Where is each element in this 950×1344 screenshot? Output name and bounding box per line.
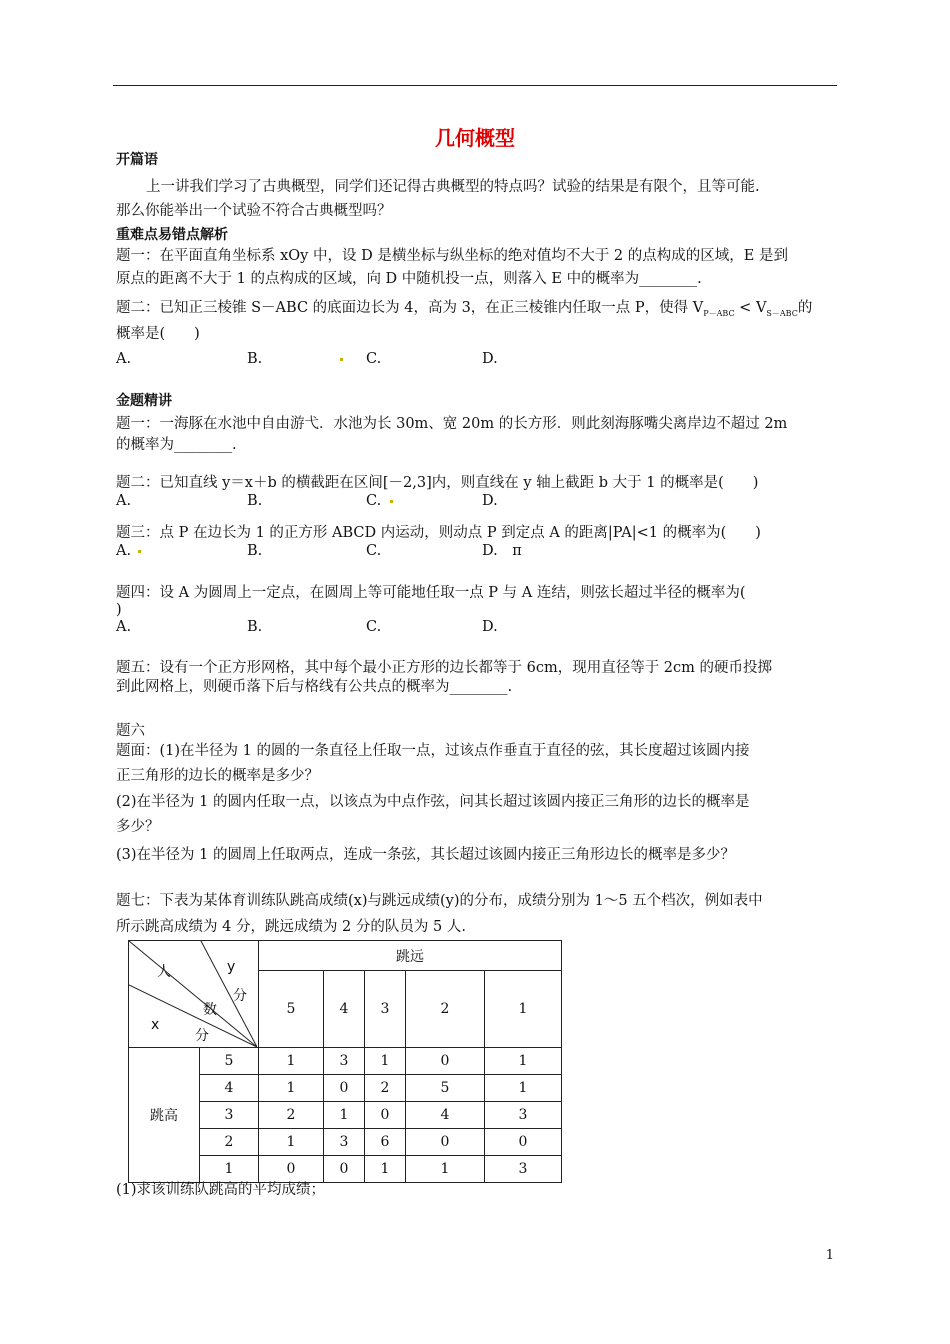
col-header: 4	[324, 971, 365, 1048]
table-cell: 2	[365, 1075, 406, 1102]
table-cell: 1	[406, 1156, 485, 1183]
s2-q2-line-1: 题二：已知直线 y＝x＋b 的横截距在区间[－2,3]内，则直线在 y 轴上截距 b 大于 1 的概率是( )	[116, 475, 759, 491]
s1-q2-end: 的	[797, 300, 813, 316]
table-cell: 3	[485, 1156, 562, 1183]
s2-q6-line-2: 正三角形的边长的概率是多少？	[116, 768, 319, 784]
table-cell: 6	[365, 1129, 406, 1156]
section1-heading: 重难点易错点解析	[116, 227, 228, 243]
s2-q2-option-marker	[386, 491, 393, 511]
s1-q2-option-d: D.	[482, 351, 498, 367]
s2-q5-line-1: 题五：设有一个正方形网格，其中每个最小正方形的边长都等于 6cm，现用直径等于 2cm 的硬币投掷	[116, 660, 773, 676]
table-cell: 5	[406, 1075, 485, 1102]
s2-q6-line-5: (3)在半径为 1 的圆周上任取两点，连成一条弦，其长超过该圆内接正三角形边长的概率是多少？	[116, 847, 735, 863]
table-cell: 4	[406, 1102, 485, 1129]
score-table	[128, 940, 562, 1183]
table-cell: 1	[324, 1102, 365, 1129]
corner-y: y	[227, 959, 236, 975]
table-cell: 0	[324, 1156, 365, 1183]
table-cell: 0	[406, 1129, 485, 1156]
s2-q3-option-marker	[134, 541, 141, 561]
s1-q2-line-2: 概率是( )	[116, 326, 200, 342]
s2-q3-option-a: A.	[116, 543, 132, 559]
s2-q1-line-2: 的概率为________.	[116, 437, 237, 453]
table-cell: 0	[259, 1156, 324, 1183]
s2-q7-line-2: 所示跳高成绩为 4 分，跳远成绩为 2 分的队员为 5 人.	[116, 919, 466, 935]
s2-q4-option-b: B.	[247, 619, 263, 635]
table-cell: 3	[324, 1048, 365, 1075]
s1-q2-option-c: C.	[366, 351, 382, 367]
s1-q1-line-1: 题一：在平面直角坐标系 xOy 中，设 D 是横坐标与纵坐标的绝对值均不大于 2 的点构成的区域，E 是到	[116, 248, 788, 264]
corner-fen-bottom: 分	[195, 1028, 209, 1044]
corner-shu: 数	[203, 1002, 217, 1018]
table-cell: 1	[259, 1075, 324, 1102]
row-label: 4	[200, 1075, 259, 1102]
s2-q4-option-d: D.	[482, 619, 498, 635]
header-rule	[113, 85, 837, 86]
s2-q6-line-4: 多少？	[116, 819, 160, 835]
s2-q7-sub-question-1: (1)求该训练队跳高的平均成绩；	[116, 1182, 326, 1198]
s2-q2-option-d: D.	[482, 493, 498, 509]
table-cell: 3	[485, 1102, 562, 1129]
row-group-header: 跳高	[129, 1048, 200, 1183]
s2-q2-option-c: C.	[366, 493, 382, 509]
s2-q4-option-c: C.	[366, 619, 382, 635]
s2-q7-line-1: 题七：下表为某体育训练队跳高成绩(x)与跳远成绩(y)的分布，成绩分别为 1～5 五个档次，例如表中	[116, 893, 763, 909]
s2-q6-line-3: (2)在半径为 1 的圆内任取一点，以该点为中点作弦，问其长超过该圆内接正三角形的边长的概率是	[116, 794, 750, 810]
table-cell: 1	[365, 1156, 406, 1183]
s1-q2-text: 题二：已知正三棱锥 S－ABC 的底面边长为 4，高为 3，在正三棱锥内任取一点 P，使得 V	[116, 300, 704, 316]
s2-q5-line-2: 到此网格上，则硬币落下后与格线有公共点的概率为________.	[116, 679, 513, 695]
s2-q2-option-b: B.	[247, 493, 263, 509]
table-cell: 1	[485, 1048, 562, 1075]
intro-heading: 开篇语	[116, 152, 158, 168]
page-title: 几何概型	[435, 126, 515, 150]
intro-line-1: 上一讲我们学习了古典概型，同学们还记得古典概型的特点吗？试验的结果是有限个，且等可能.	[146, 179, 760, 195]
s2-q4-line-2: )	[116, 602, 122, 618]
col-group-header: 跳远	[259, 941, 562, 971]
s1-q2-option-a: A.	[116, 351, 132, 367]
s2-q2-option-a: A.	[116, 493, 132, 509]
s2-q4-option-a: A.	[116, 619, 132, 635]
table-cell: 3	[324, 1129, 365, 1156]
s2-q3-option-b: B.	[247, 543, 263, 559]
s2-q3-option-c: C.	[366, 543, 382, 559]
s1-q2-option-b: B.	[247, 351, 263, 367]
table-cell: 1	[259, 1048, 324, 1075]
intro-line-2: 那么你能举出一个试验不符合古典概型吗？	[116, 203, 392, 219]
corner-x: x	[151, 1017, 160, 1033]
corner-fen-top: 分	[233, 988, 247, 1004]
s2-q6-title: 题六	[116, 723, 145, 739]
s2-q6-line-1: 题面：(1)在半径为 1 的圆的一条直径上任取一点，过该点作垂直于直径的弦，其长度超过该圆内接	[116, 743, 750, 759]
s2-q3-line-1: 题三：点 P 在边长为 1 的正方形 ABCD 内运动，则动点 P 到定点 A 的距离|PA|<1 的概率为( )	[116, 525, 761, 541]
table-cell: 1	[365, 1048, 406, 1075]
s1-q2-sub-1: P－ABC	[703, 308, 735, 318]
col-header: 5	[259, 971, 324, 1048]
table-cell: 0	[485, 1129, 562, 1156]
row-label: 1	[200, 1156, 259, 1183]
col-header: 3	[365, 971, 406, 1048]
table-cell: 0	[365, 1102, 406, 1129]
row-label: 2	[200, 1129, 259, 1156]
section2-heading: 金题精讲	[116, 393, 172, 409]
col-header: 1	[485, 971, 562, 1048]
col-header: 2	[406, 971, 485, 1048]
s1-q1-line-2: 原点的距离不大于 1 的点构成的区域，向 D 中随机投一点，则落入 E 中的概率为________.	[116, 271, 702, 287]
s2-q4-line-1: 题四：设 A 为圆周上一定点，在圆周上等可能地任取一点 P 与 A 连结，则弦长超过半径的概率为(	[116, 585, 746, 601]
s2-q1-line-1: 题一：一海豚在水池中自由游弋．水池为长 30m、宽 20m 的长方形．则此刻海豚嘴尖离岸边不超过 2m	[116, 416, 788, 432]
s1-q2-sub-2: S－ABC	[766, 308, 798, 318]
table-cell: 1	[485, 1075, 562, 1102]
page-number: 1	[825, 1248, 834, 1263]
table-cell: 1	[259, 1129, 324, 1156]
s1-q2-option-marker	[336, 349, 343, 369]
corner-ren: 人	[157, 964, 171, 980]
table-corner-cell	[129, 941, 259, 1048]
table-cell: 0	[406, 1048, 485, 1075]
table-cell: 0	[324, 1075, 365, 1102]
s1-q2-lt: < V	[734, 300, 767, 316]
s1-q2-line-1	[116, 298, 812, 324]
row-label: 3	[200, 1102, 259, 1129]
s2-q3-option-d: D. π	[482, 543, 522, 559]
table-cell: 2	[259, 1102, 324, 1129]
row-label: 5	[200, 1048, 259, 1075]
